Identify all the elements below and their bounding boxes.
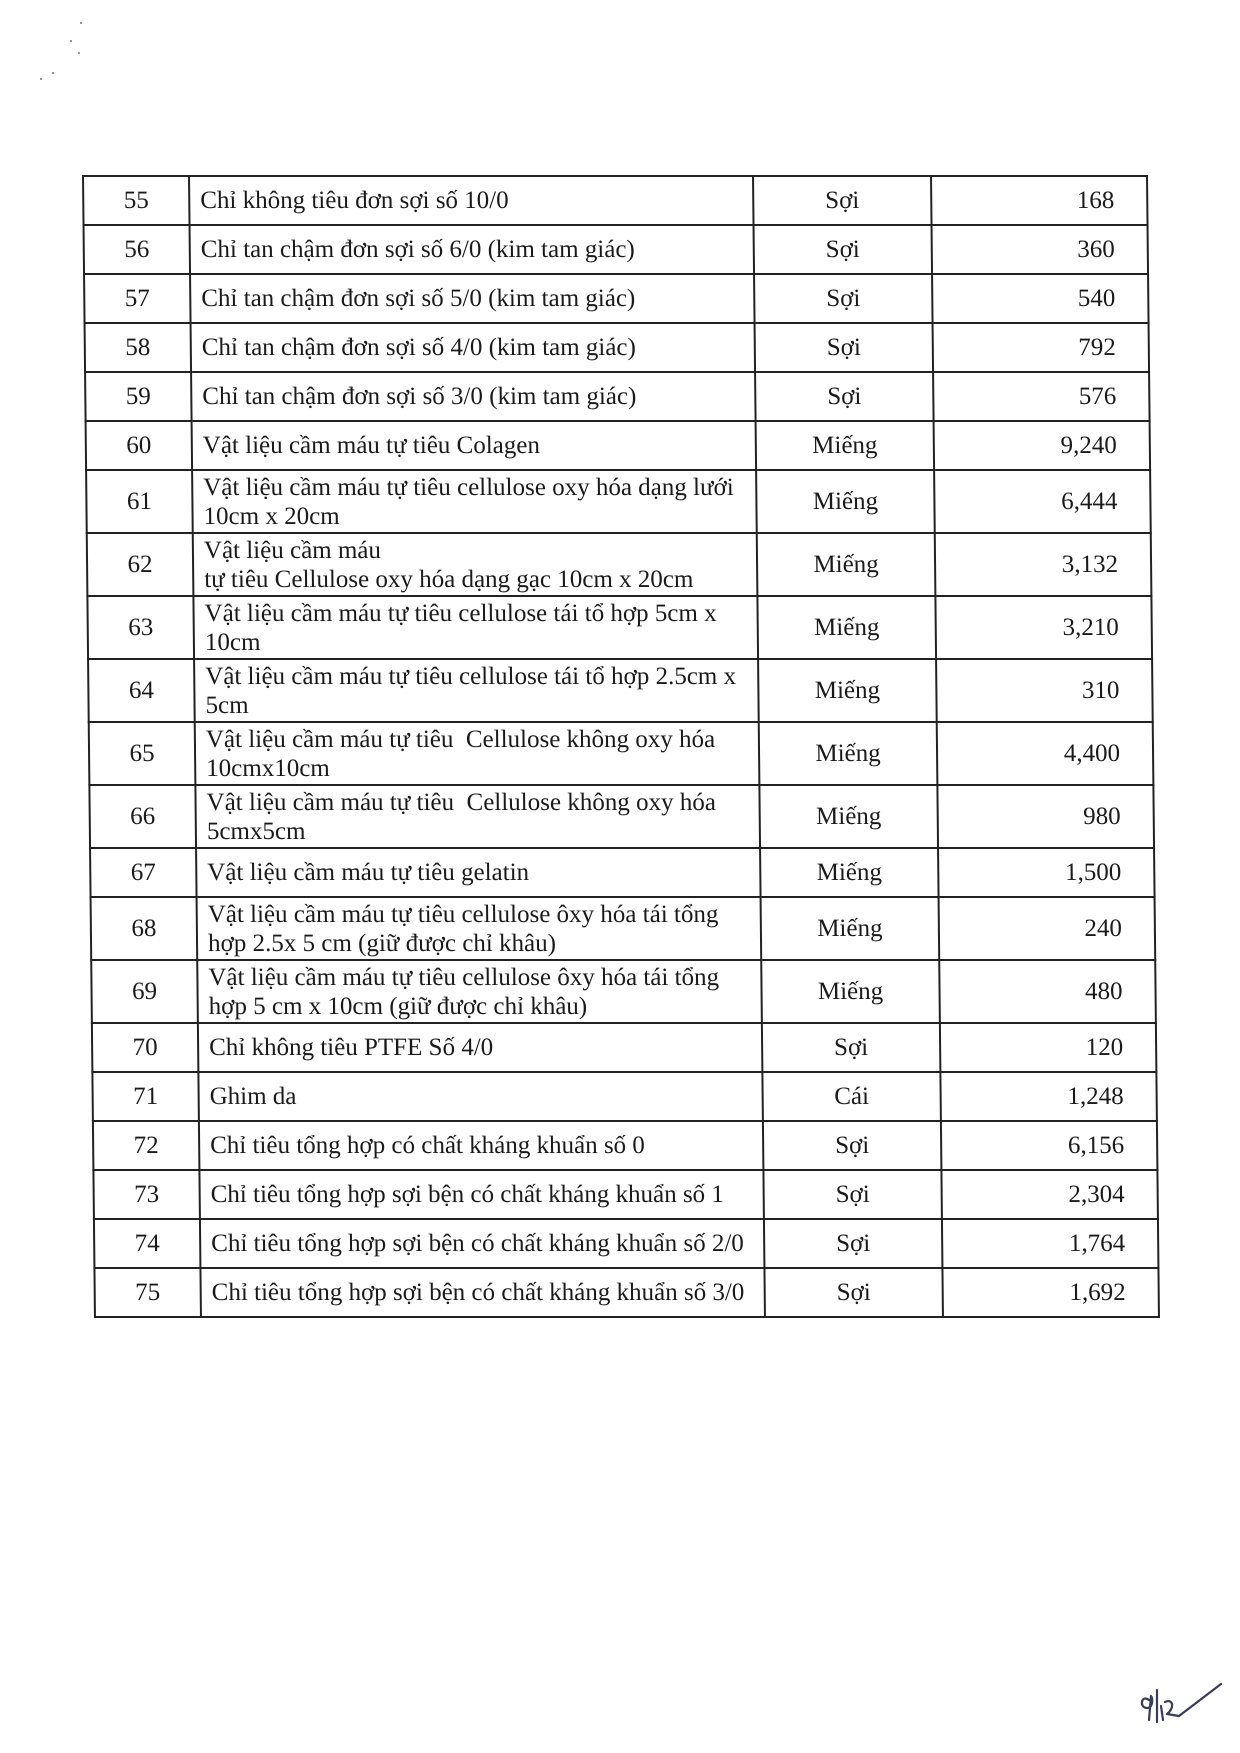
description-line: Ghim da [209,1083,297,1110]
description-line: Vật liệu cầm máu tự tiêu cellulose tái tổ hợp 2.5cm x [205,662,737,690]
item-unit: Sợi [755,372,934,421]
item-number: 68 [91,897,198,960]
item-quantity: 4,400 [937,722,1154,785]
table-row [84,274,1149,323]
table-row [91,897,1156,960]
item-number: 59 [85,372,192,421]
description-line: Vật liệu cầm máu tự tiêu Colagen [202,432,541,459]
item-description [200,1219,765,1268]
item-description [189,176,754,225]
table-row [83,176,1148,225]
item-quantity: 120 [940,1023,1157,1072]
item-description [192,470,757,533]
item-description [199,1121,764,1170]
item-number: 72 [93,1121,200,1170]
scan-speck [78,52,80,54]
item-number: 73 [93,1170,200,1219]
item-number: 61 [86,470,193,533]
table-row [94,1268,1159,1317]
description-line: Chỉ tiêu tổng hợp sợi bện có chất kháng khuẩn số 3/0 [211,1279,745,1306]
item-unit: Sợi [753,176,932,225]
item-unit: Miếng [757,533,936,596]
item-unit: Miếng [759,722,938,785]
table-row [86,470,1151,533]
table-row [94,1219,1159,1268]
item-unit: Miếng [760,848,939,897]
item-unit: Sợi [762,1023,941,1072]
item-unit: Miếng [756,470,935,533]
table-row [91,960,1156,1023]
item-number: 60 [86,421,193,470]
item-number: 65 [89,722,196,785]
item-unit: Sợi [764,1268,943,1317]
item-unit: Cái [762,1072,941,1121]
item-quantity: 9,240 [934,421,1151,470]
table-row [84,225,1149,274]
handwritten-initials [1135,1672,1225,1732]
item-quantity: 2,304 [941,1170,1158,1219]
description-line: Vật liệu cầm máu tự tiêu Cellulose không oxy hóa [205,725,716,753]
description-line: 5cmx5cm [206,817,306,845]
item-quantity: 310 [936,659,1153,722]
item-number: 74 [94,1219,201,1268]
description-line: Vật liệu cầm máu tự tiêu cellulose ôxy hóa tái tổng [207,900,719,928]
table-row [87,533,1152,596]
items-table-body [83,176,1159,1317]
item-description [191,372,756,421]
item-quantity: 1,764 [942,1219,1159,1268]
description-line: Vật liệu cầm máu tự tiêu cellulose oxy hóa dạng lưới [203,473,734,501]
description-line: hợp 2.5x 5 cm (giữ được chỉ khâu) [207,929,557,957]
item-description [197,897,762,960]
item-unit: Miếng [757,596,936,659]
description-line: 10cm [204,628,261,656]
description-line: Chỉ không tiêu đơn sợi số 10/0 [200,187,509,214]
scan-speck [80,22,82,24]
item-number: 71 [92,1072,199,1121]
item-quantity: 3,132 [935,533,1152,596]
description-line: Chỉ không tiêu PTFE Số 4/0 [208,1034,494,1061]
description-line: Chỉ tiêu tổng hợp có chất kháng khuẩn số 0 [210,1132,645,1159]
item-unit: Sợi [763,1121,942,1170]
item-description [195,785,760,848]
item-quantity: 1,500 [938,848,1155,897]
item-quantity: 792 [933,323,1150,372]
item-quantity: 168 [931,176,1148,225]
description-line: Chỉ tan chậm đơn sợi số 6/0 (kim tam giác) [200,236,635,263]
item-number: 64 [88,659,195,722]
table-row [85,372,1150,421]
description-line: Chỉ tiêu tổng hợp sợi bện có chất kháng khuẩn số 1 [210,1181,724,1208]
item-quantity: 1,692 [942,1268,1159,1317]
item-description [196,848,761,897]
table-row [85,323,1150,372]
description-line: 5cm [205,691,249,719]
item-quantity: 6,156 [941,1121,1158,1170]
description-line: Chỉ tan chậm đơn sợi số 3/0 (kim tam giác) [202,383,637,410]
description-line: Vật liệu cầm máu tự tiêu cellulose tái tổ hợp 5cm x [204,599,717,627]
item-description [199,1170,764,1219]
item-unit: Miếng [756,421,935,470]
item-number: 70 [92,1023,199,1072]
item-description [190,225,755,274]
item-unit: Miếng [758,659,937,722]
table-row [93,1121,1158,1170]
items-table [82,175,1160,1318]
item-description [200,1268,765,1317]
item-number: 55 [83,176,190,225]
item-description [191,323,756,372]
table-row [88,659,1153,722]
description-line: Vật liệu cầm máu [203,536,382,564]
table-row [89,722,1154,785]
description-line: 10cm x 20cm [203,502,340,530]
item-number: 75 [94,1268,201,1317]
item-quantity: 480 [939,960,1156,1023]
item-quantity: 240 [939,897,1156,960]
item-description [193,596,758,659]
description-line: tự tiêu Cellulose oxy hóa dạng gạc 10cm x 20cm [204,565,694,593]
item-number: 66 [89,785,196,848]
item-number: 63 [87,596,194,659]
item-description [193,533,758,596]
item-unit: Sợi [754,274,933,323]
table-row [93,1170,1158,1219]
item-quantity: 360 [932,225,1149,274]
item-number: 57 [84,274,191,323]
item-unit: Miếng [761,897,940,960]
description-line: Vật liệu cầm máu tự tiêu Cellulose không oxy hóa [206,788,716,816]
item-unit: Sợi [763,1170,942,1219]
description-line: Vật liệu cầm máu tự tiêu cellulose ôxy hóa tái tổng [208,963,720,991]
item-quantity: 6,444 [934,470,1151,533]
description-line: Vật liệu cầm máu tự tiêu gelatin [207,859,530,886]
item-description [194,659,759,722]
item-unit: Sợi [754,225,933,274]
item-quantity: 1,248 [940,1072,1157,1121]
description-line: Chỉ tiêu tổng hợp sợi bện có chất kháng khuẩn số 2/0 [211,1230,744,1257]
item-unit: Sợi [764,1219,943,1268]
table-row [89,785,1154,848]
item-description [190,274,755,323]
description-line: Chỉ tan chậm đơn sợi số 5/0 (kim tam giác) [201,285,636,312]
item-quantity: 540 [932,274,1149,323]
item-number: 58 [85,323,192,372]
item-description [198,1023,763,1072]
item-number: 62 [87,533,194,596]
item-number: 69 [91,960,198,1023]
item-unit: Miếng [759,785,938,848]
table-row [90,848,1155,897]
item-quantity: 576 [933,372,1150,421]
item-description [192,421,757,470]
scan-speck [40,78,42,80]
item-number: 56 [84,225,191,274]
table-row [87,596,1152,659]
description-line: Chỉ tan chậm đơn sợi số 4/0 (kim tam giác) [201,334,636,361]
scan-speck [52,72,54,74]
description-line: 10cmx10cm [206,754,330,782]
item-quantity: 980 [937,785,1154,848]
table-row [86,421,1151,470]
item-number: 67 [90,848,197,897]
item-description [195,722,760,785]
scan-speck [70,40,72,42]
item-description [197,960,762,1023]
table-row [92,1072,1157,1121]
item-quantity: 3,210 [935,596,1152,659]
item-unit: Miếng [761,960,940,1023]
table-row [92,1023,1157,1072]
item-description [198,1072,763,1121]
description-line: hợp 5 cm x 10cm (giữ được chỉ khâu) [208,992,588,1020]
item-unit: Sợi [755,323,934,372]
